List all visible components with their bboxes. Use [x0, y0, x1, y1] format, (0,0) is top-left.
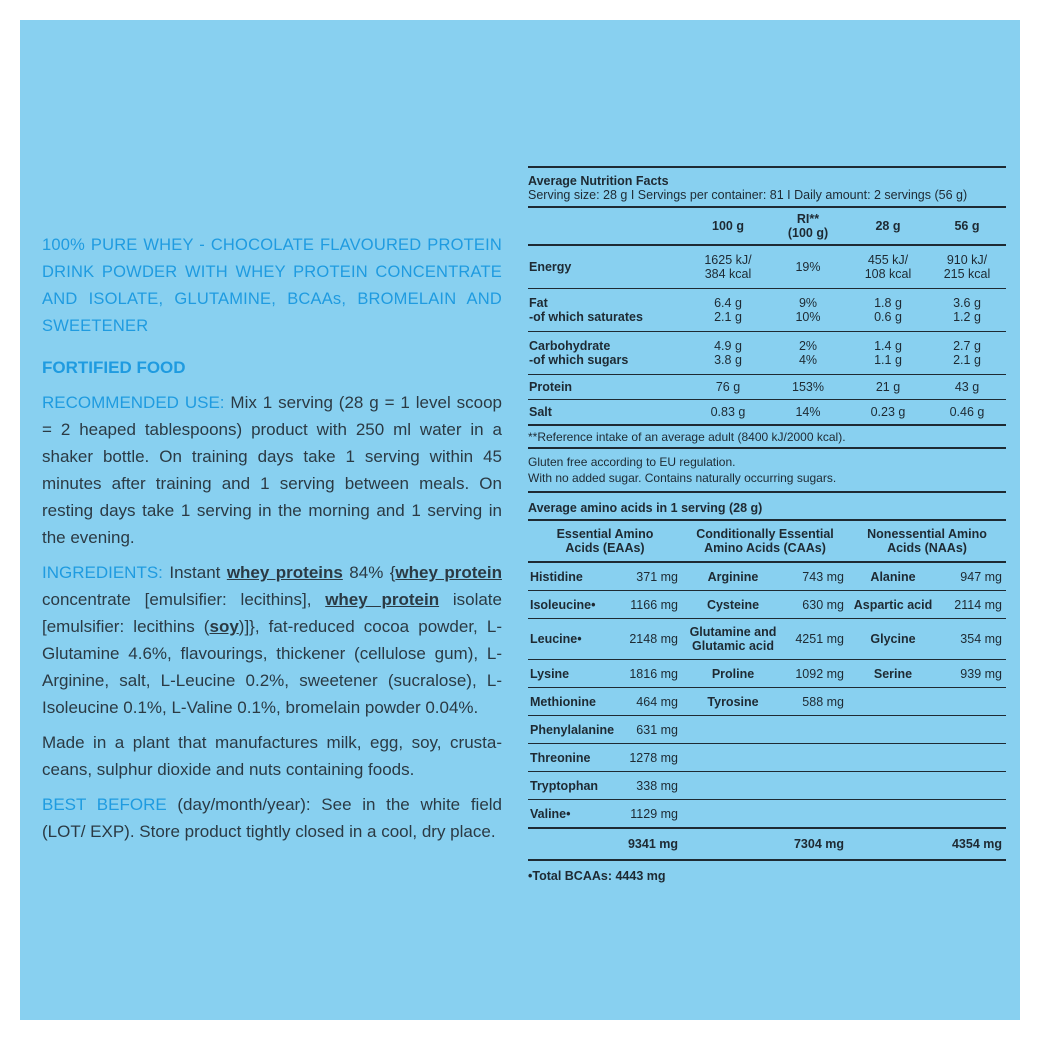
amino-acid-value: [938, 716, 1006, 744]
nutrient-value: 76 g: [715, 380, 741, 394]
nutrient-value: 14%: [795, 405, 821, 419]
amino-row: [528, 800, 1006, 829]
amino-acid-name: [682, 800, 784, 829]
ingredients-label: INGREDIENTS:: [42, 563, 163, 582]
nutrition-header-row: [528, 208, 1006, 245]
nutrient-value: 153%: [792, 380, 824, 394]
amino-row: [528, 688, 1006, 716]
amino-acid-name: Valine•: [530, 806, 571, 821]
amino-acid-name: Histidine: [530, 569, 583, 584]
amino-row: [528, 619, 1006, 660]
allergen-whey-proteins: whey proteins: [226, 563, 343, 582]
product-title: 100% PURE WHEY - CHOCOLATE FLAVOURED PROTEIN DRINK POWDER WITH WHEY PROTEIN CONCENTRATE AND ISOLATE, GLUTAMINE, BCAAs, BROMELAIN AND SWEETENER: [42, 236, 502, 335]
amino-title: Average amino acids in 1 serving (28 g): [528, 491, 1006, 521]
amino-acid-value: 1278 mg: [629, 750, 678, 765]
amino-acid-value: 743 mg: [802, 569, 844, 584]
nutrient-value: 0.23 g: [870, 405, 906, 419]
amino-acid-name: Glutamine and Glutamic acid: [689, 625, 777, 653]
amino-acid-name: Tryptophan: [530, 778, 599, 793]
nutrition-row: [528, 400, 1006, 426]
amino-acid-name: Lysine: [530, 666, 570, 681]
allergen-notice: Made in a plant that manufactures milk, egg, soy, crusta-ceans, sulphur dioxide and nuts containing foods.: [42, 733, 502, 779]
amino-acid-value: 464 mg: [636, 694, 678, 709]
nutrient-value: 0.83 g: [710, 405, 746, 419]
nutrient-value: 9% 10%: [795, 296, 821, 324]
nutrition-panel: [528, 166, 1006, 883]
recommended-use-text: Mix 1 serving (28 g = 1 level scoop = 2 heaped tablespoons) product with 250 ml water in a shaker bottle. On training days take 1 serving within 45 minutes after training and 1 serving between meals. On resting days take 1 serving in the morning and 1 serving in the evening.: [42, 393, 503, 547]
nutrient-value: 455 kJ/ 108 kcal: [864, 253, 912, 281]
amino-acid-name: Isoleucine•: [530, 597, 596, 612]
best-before-label: BEST BEFORE: [42, 795, 167, 814]
nutrient-value: 3.6 g 1.2 g: [953, 296, 981, 324]
nutrient-name: Carbohydrate -of which sugars: [529, 339, 629, 367]
ingredients-text: 84% {: [342, 563, 396, 582]
column-header: 100 g: [688, 208, 768, 245]
amino-totals-row: [528, 828, 1006, 860]
amino-acid-value: 1092 mg: [795, 666, 844, 681]
ingredients: [42, 559, 502, 721]
amino-total-value: 7304 mg: [793, 837, 844, 851]
allergen-whey-protein: whey protein: [395, 563, 502, 582]
allergen-whey-protein: whey protein: [325, 590, 440, 609]
amino-row: [528, 772, 1006, 800]
nutrition-row: [528, 332, 1006, 375]
ingredients-text: Instant: [162, 563, 227, 582]
amino-acid-value: 1166 mg: [630, 597, 678, 612]
nutrient-name: Fat -of which saturates: [529, 296, 643, 324]
column-header: 56 g: [928, 208, 1006, 245]
amino-acid-value: 1816 mg: [629, 666, 678, 681]
recommended-use: [42, 389, 502, 551]
amino-header-row: [528, 521, 1006, 562]
amino-row: [528, 591, 1006, 619]
nutrition-title: Average Nutrition Facts: [528, 174, 669, 188]
best-before-text: (day/month/year): See in the white field (LOT/ EXP). Store product tightly closed in a cool, dry place.: [42, 795, 503, 841]
amino-acid-name: Cysteine: [706, 597, 760, 612]
amino-acid-value: 2114 mg: [954, 597, 1002, 612]
amino-acid-name: Methionine: [530, 694, 596, 709]
amino-acid-name: [682, 744, 784, 772]
nutrient-value: 910 kJ/ 215 kcal: [943, 253, 991, 281]
nutrition-row: [528, 375, 1006, 400]
nutrition-row: [528, 289, 1006, 332]
amino-group-header: Essential Amino Acids (EAAs): [528, 521, 682, 562]
amino-acid-name: Threonine: [530, 750, 591, 765]
amino-acid-name: [848, 716, 938, 744]
amino-acid-name: [848, 688, 938, 716]
column-header: 28 g: [848, 208, 928, 245]
fortified-food-heading: FORTIFIED FOOD: [42, 358, 186, 377]
amino-acid-value: [938, 800, 1006, 829]
amino-acid-name: Proline: [711, 666, 755, 681]
amino-acid-name: Aspartic acid: [853, 597, 933, 612]
amino-group-header: Nonessential Amino Acids (NAAs): [848, 521, 1006, 562]
nutrient-value: 1625 kJ/ 384 kcal: [704, 253, 752, 281]
amino-acid-value: [938, 688, 1006, 716]
nutrient-value: 6.4 g 2.1 g: [714, 296, 742, 324]
amino-row: [528, 716, 1006, 744]
nutrient-value: 19%: [795, 260, 821, 274]
amino-acid-name: [848, 744, 938, 772]
best-before: [42, 791, 502, 845]
nutrient-name: Protein: [529, 380, 573, 394]
amino-acid-value: 371 mg: [636, 569, 678, 584]
nutrient-value: 2% 4%: [798, 339, 818, 367]
amino-acid-table: [528, 521, 1006, 861]
amino-acid-value: [938, 772, 1006, 800]
recommended-use-label: RECOMMENDED USE:: [42, 393, 225, 412]
amino-acid-value: [784, 716, 848, 744]
amino-acid-value: 939 mg: [960, 666, 1002, 681]
amino-acid-value: 588 mg: [802, 694, 844, 709]
amino-acid-name: Tyrosine: [707, 694, 759, 709]
amino-group-header: Conditionally Essential Amino Acids (CAAs): [682, 521, 848, 562]
column-header: RI** (100 g): [768, 208, 848, 245]
sugar-note: With no added sugar. Contains naturally occurring sugars.: [528, 471, 837, 485]
nutrition-table: [528, 208, 1006, 426]
nutrient-value: 1.4 g 1.1 g: [874, 339, 902, 367]
amino-acid-name: Alanine: [870, 569, 916, 584]
amino-acid-name: [682, 716, 784, 744]
nutrient-value: 0.46 g: [949, 405, 985, 419]
amino-acid-value: [784, 800, 848, 829]
nutrient-value: 4.9 g 3.8 g: [714, 339, 742, 367]
nutrition-row: [528, 245, 1006, 289]
gluten-note: Gluten free according to EU regulation.: [528, 455, 736, 469]
ingredients-text: isolate [emulsifier: lecithins (: [42, 590, 502, 636]
ingredients-text: )]}, fat-reduced cocoa powder, L-Glutamine 4.6%, flavourings, thickener (cellulose gum), L-Arginine, salt, L-Leucine 0.2%, sweetener (sucralose), L-Isoleucine 0.1%, L-Valine 0.1%, bromelain powder 0.04%.: [42, 617, 502, 717]
total-bcaas: •Total BCAAs: 4443 mg: [528, 869, 666, 883]
amino-row: [528, 660, 1006, 688]
amino-acid-name: Glycine: [870, 632, 916, 646]
amino-acid-value: [784, 772, 848, 800]
amino-row: [528, 562, 1006, 591]
allergen-soy: soy: [209, 617, 239, 636]
nutrient-name: Salt: [529, 405, 552, 419]
nutrient-value: 43 g: [954, 380, 980, 394]
nutrient-value: 1.8 g 0.6 g: [874, 296, 902, 324]
amino-acid-name: Phenylalanine: [530, 722, 615, 737]
ingredients-text: concentrate [emulsifier: lecithins],: [42, 590, 326, 609]
amino-acid-name: Leucine•: [530, 632, 582, 646]
nutrient-value: 21 g: [875, 380, 901, 394]
nutrient-value: 2.7 g 2.1 g: [953, 339, 981, 367]
amino-acid-value: [784, 744, 848, 772]
amino-total-value: 4354 mg: [951, 837, 1002, 851]
reference-intake-note: **Reference intake of an average adult (8400 kJ/2000 kcal).: [528, 426, 1006, 449]
amino-acid-value: 338 mg: [636, 778, 678, 793]
amino-acid-value: 2148 mg: [629, 632, 678, 646]
amino-acid-name: Arginine: [707, 569, 759, 584]
amino-acid-value: 354 mg: [960, 632, 1002, 646]
amino-acid-value: 947 mg: [960, 569, 1002, 584]
product-description: [42, 232, 502, 845]
amino-total-value: 9341 mg: [627, 837, 678, 851]
amino-acid-name: [848, 772, 938, 800]
amino-acid-value: 631 mg: [636, 722, 678, 737]
amino-acid-value: 1129 mg: [630, 806, 678, 821]
amino-row: [528, 744, 1006, 772]
amino-acid-name: Serine: [873, 666, 913, 681]
serving-info: Serving size: 28 g I Servings per container: 81 I Daily amount: 2 servings (56 g): [528, 188, 1006, 208]
amino-acid-value: [938, 744, 1006, 772]
amino-acid-value: 630 mg: [802, 597, 844, 612]
nutrient-name: Energy: [529, 260, 572, 274]
amino-acid-value: 4251 mg: [795, 632, 844, 646]
amino-acid-name: [848, 800, 938, 829]
amino-acid-name: [682, 772, 784, 800]
